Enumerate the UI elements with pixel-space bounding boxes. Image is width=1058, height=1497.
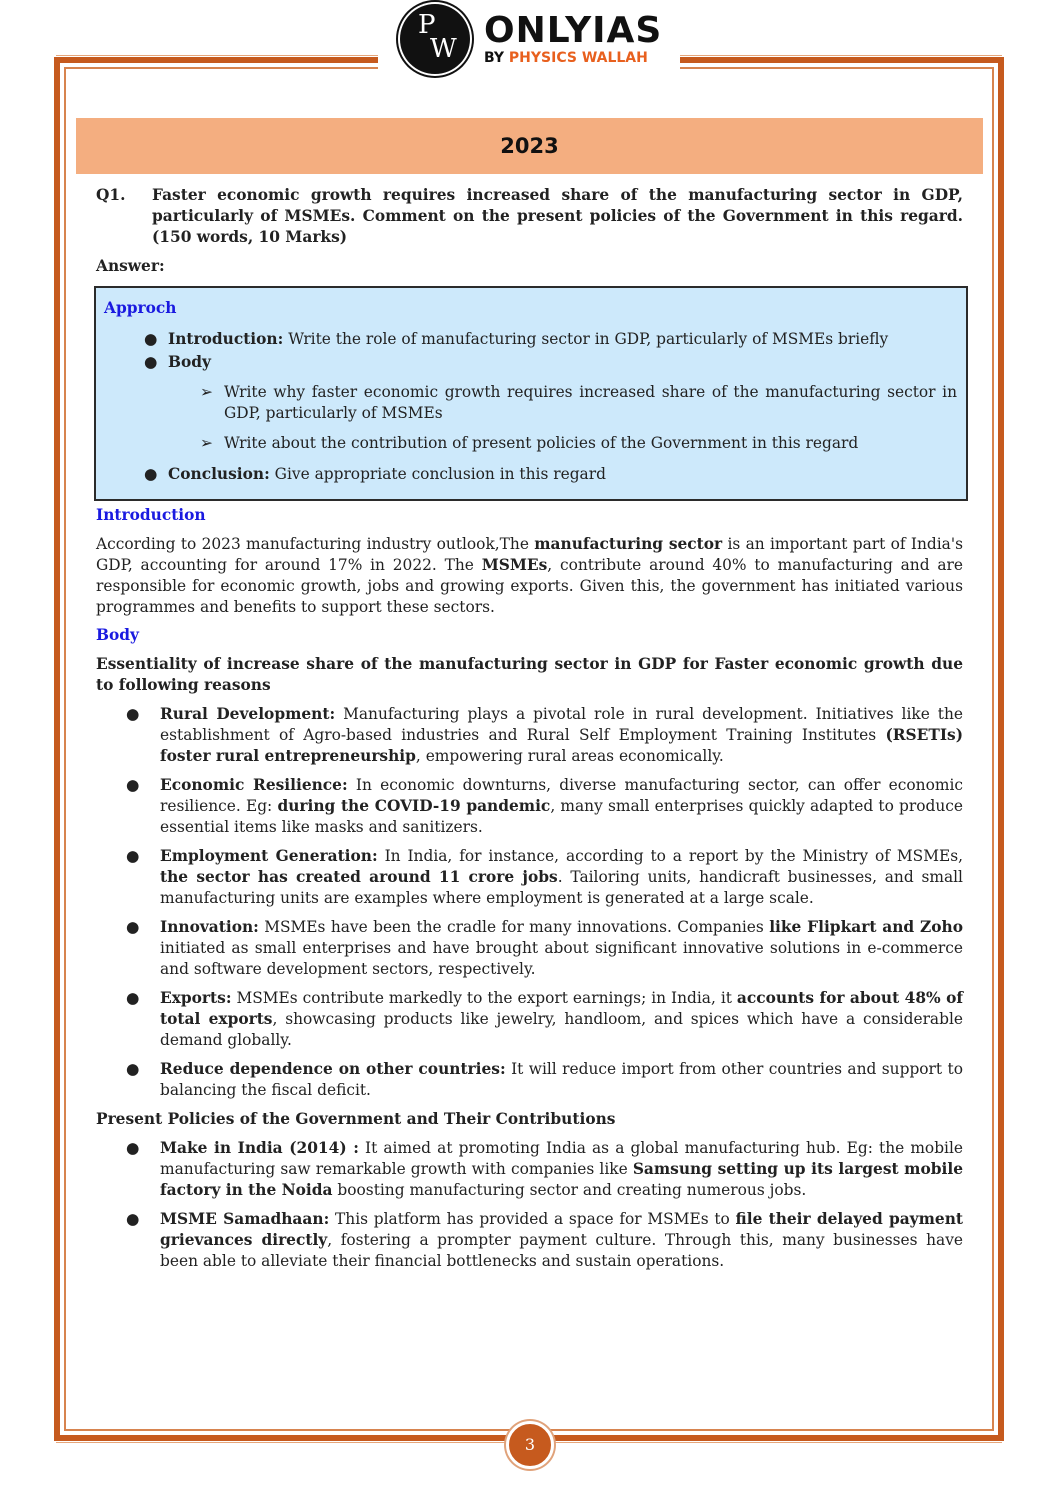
brand-name: ONLYIAS <box>484 10 663 51</box>
text: , contribute around 40% to manufacturing and are responsible for economic growth, jobs and growing exports. Given this, the government has initiated various programmes and benefits to support these sectors. <box>96 556 963 616</box>
list-item <box>96 917 963 980</box>
text: , fostering a prompter payment culture. Through this, many businesses have been able to alleviate their financial bottlenecks and sustain operations. <box>160 1231 964 1270</box>
policies-subheading: Present Policies of the Government and Their Contributions <box>96 1110 616 1128</box>
list-item-text <box>160 1209 963 1272</box>
list-item-text <box>160 704 963 767</box>
text: Write about the contribution of present policies of the Government in this regard <box>224 434 859 452</box>
arrow-icon: ➢ <box>200 434 213 452</box>
approach-item <box>104 329 957 350</box>
bold-text: Innovation: <box>160 918 259 936</box>
bullet-icon: ● <box>126 1210 140 1228</box>
approach-box <box>94 286 968 501</box>
list-item-text <box>160 917 963 980</box>
policies-list <box>96 1138 963 1272</box>
list-item-text <box>160 1138 963 1201</box>
text: Write the role of manufacturing sector in GDP, particularly of MSMEs briefly <box>283 330 889 348</box>
question-text: Faster economic growth requires increased share of the manufacturing sector in GDP, particularly of MSMEs. Comment on the present policies of the Government in this regard. (150 words, 10 Marks) <box>152 186 963 246</box>
list-item <box>96 704 963 767</box>
bold-text: Body <box>168 353 211 371</box>
question <box>96 185 963 248</box>
text: Give appropriate conclusion in this regard <box>269 465 606 483</box>
list-item-text <box>160 846 963 909</box>
bullet-icon: ● <box>144 353 158 371</box>
list-item <box>96 1209 963 1272</box>
approach-subitem <box>104 433 957 454</box>
bold-text: Rural Development: <box>160 705 336 723</box>
bold-text: the sector has created around 11 crore jobs <box>160 868 558 886</box>
content <box>96 185 963 1272</box>
text: is an important part of India's GDP, accounting for around 17% in 2022. The <box>96 535 963 574</box>
approach-item <box>104 352 957 373</box>
bold-text: Introduction: <box>168 330 284 348</box>
bold-text: like Flipkart and Zoho <box>769 918 964 936</box>
bold-text: file their delayed payment grievances directly <box>160 1210 964 1249</box>
approach-title: Approch <box>104 299 177 317</box>
bold-text: manufacturing sector <box>534 535 723 553</box>
reasons-list <box>96 704 963 1101</box>
bullet-icon: ● <box>126 1060 140 1078</box>
bullet-icon: ● <box>126 989 140 1007</box>
body-subheading: Essentiality of increase share of the manufacturing sector in GDP for Faster economic growth due to following reasons <box>96 655 963 694</box>
text: , showcasing products like jewelry, handloom, and spices which have a considerable demand globally. <box>160 1010 963 1049</box>
bold-text: Samsung setting up its largest mobile factory in the Noida <box>160 1160 963 1199</box>
text: , many small enterprises quickly adapted to produce essential items like masks and sanitizers. <box>160 797 964 836</box>
page-number: 3 <box>506 1421 554 1469</box>
bullet-icon: ● <box>126 918 140 936</box>
list-item <box>96 988 963 1051</box>
list-item <box>96 775 963 838</box>
list-item-text <box>160 1059 963 1101</box>
brand-sub: PHYSICS WALLAH <box>508 50 648 66</box>
text: This platform has provided a space for MSMEs to <box>329 1210 736 1228</box>
text: It aimed at promoting India as a global manufacturing hub. Eg: the mobile manufacturing saw remarkable growth with companies like <box>160 1139 963 1178</box>
text: . Tailoring units, handicraft businesses, and small manufacturing units are examples where employment is generated at a large scale. <box>160 868 963 907</box>
onlyias-logo <box>400 4 662 74</box>
text: Write why faster economic growth requires increased share of the manufacturing sector in GDP, particularly of MSMEs <box>224 383 957 422</box>
bold-text: (RSETIs) foster rural entrepreneurship <box>160 726 963 765</box>
bold-text: MSMEs <box>481 556 548 574</box>
list-item-text <box>160 988 963 1051</box>
year-heading: 2023 <box>76 118 983 174</box>
bullet-icon: ● <box>144 330 158 348</box>
bold-text: accounts for about 48% of total exports <box>160 989 963 1028</box>
bold-text: Conclusion: <box>168 465 270 483</box>
bullet-icon: ● <box>144 465 158 483</box>
text: It will reduce import from other countries and support to balancing the fiscal deficit. <box>160 1060 963 1099</box>
approach-item <box>104 464 957 485</box>
text: In India, for instance, according to a report by the Ministry of MSMEs, <box>377 847 963 865</box>
text: MSMEs contribute markedly to the export earnings; in India, it <box>231 989 737 1007</box>
text: In economic downturns, diverse manufacturing sector, can offer economic resilience. Eg: <box>160 776 963 815</box>
bold-text: Exports: <box>160 989 232 1007</box>
list-item <box>96 846 963 909</box>
approach-subitem <box>104 382 957 424</box>
bullet-icon: ● <box>126 847 140 865</box>
text: boosting manufacturing sector and creating numerous jobs. <box>332 1181 807 1199</box>
bold-text: MSME Samadhaan: <box>160 1210 330 1228</box>
text: initiated as small enterprises and have brought about significant innovative solutions in e-commerce and software development sectors, respectively. <box>160 939 963 978</box>
bullet-icon: ● <box>126 776 140 794</box>
bullet-icon: ● <box>126 705 140 723</box>
text: , empowering rural areas economically. <box>415 747 724 765</box>
list-item <box>96 1059 963 1101</box>
bold-text: Employment Generation: <box>160 847 378 865</box>
arrow-icon: ➢ <box>200 383 213 401</box>
answer-label: Answer: <box>96 257 165 275</box>
list-item <box>96 1138 963 1201</box>
text: MSMEs have been the cradle for many innovations. Companies <box>258 918 770 936</box>
question-number: Q1. <box>96 186 126 204</box>
text: According to 2023 manufacturing industry outlook,The <box>96 535 535 553</box>
bold-text: Economic Resilience: <box>160 776 348 794</box>
introduction-heading: Introduction <box>96 506 206 524</box>
list-item-text <box>160 775 963 838</box>
body-heading: Body <box>96 626 139 644</box>
text: Manufacturing plays a pivotal role in rural development. Initiatives like the establishment of Agro-based industries and Rural Self Employment Training Institutes <box>160 705 963 744</box>
pw-logo-icon: P W <box>400 4 470 74</box>
bold-text: during the COVID-19 pandemic <box>277 797 551 815</box>
bold-text: Make in India (2014) : <box>160 1139 359 1157</box>
bullet-icon: ● <box>126 1139 140 1157</box>
brand-by: BY <box>484 50 505 66</box>
introduction-paragraph <box>96 534 963 618</box>
bold-text: Reduce dependence on other countries: <box>160 1060 506 1078</box>
